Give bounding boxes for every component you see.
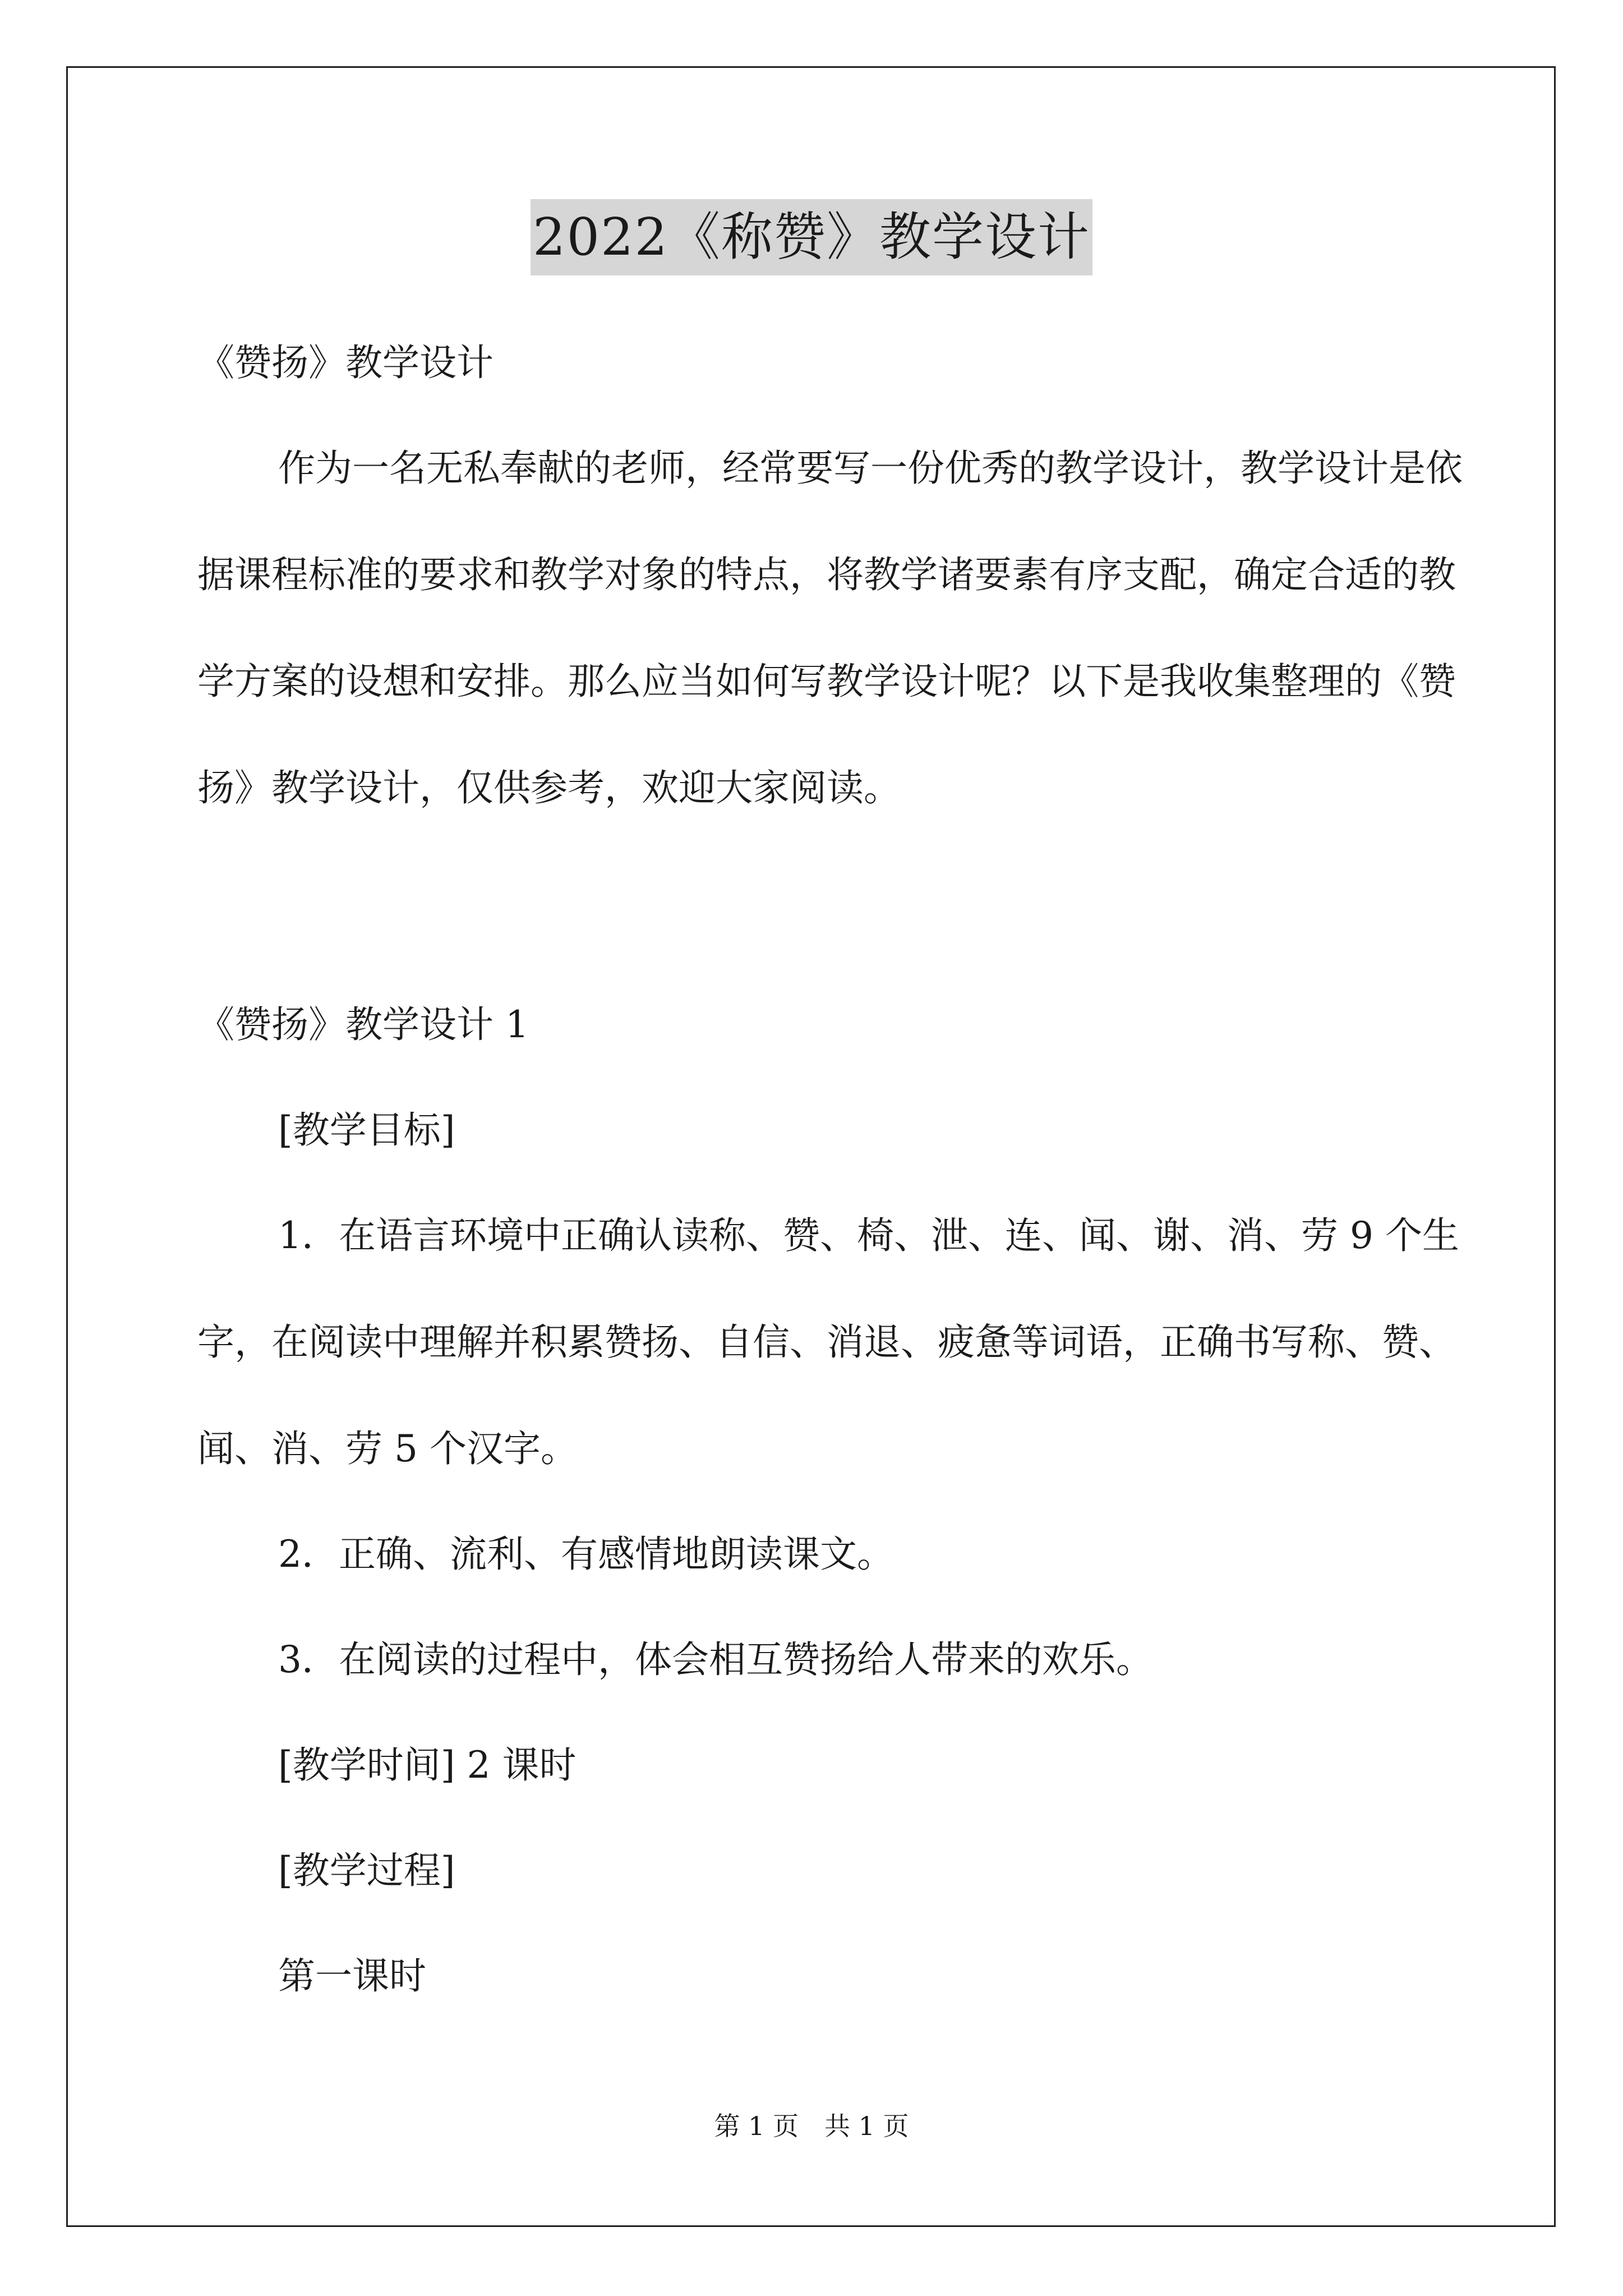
document-title: 2022《称赞》教学设计 <box>531 199 1092 275</box>
paragraph-goal-1: 1．在语言环境中正确认读称、赞、椅、泄、连、闻、谢、消、劳 9 个生字，在阅读中理解并积累赞扬、自信、消退、疲惫等词语，正确书写称、赞、闻、消、劳 5 个汉字。 <box>197 1214 1459 1470</box>
paragraph-section-heading: 《赞扬》教学设计 1 <box>197 1003 529 1046</box>
paragraph-intro: 作为一名无私奉献的老师，经常要写一份优秀的教学设计，教学设计是依据课程标准的要求和教学对象的特点，将教学诸要素有序支配，确定合适的教学方案的设想和安排。那么应当如何写教学设计呢？以下是我收集整理的《赞扬》教学设计，仅供参考，欢迎大家阅读。 <box>197 447 1463 809</box>
paragraph-first-lesson: 第一课时 <box>278 1954 426 1998</box>
paragraph-process-heading: [教学过程] <box>278 1849 455 1892</box>
document-body <box>197 337 1465 2055</box>
paragraph-subtitle: 《赞扬》教学设计 <box>197 341 494 384</box>
paragraph-goal-3: 3．在阅读的过程中，体会相互赞扬给人带来的欢乐。 <box>278 1638 1153 1681</box>
paragraph-time: [教学时间] 2 课时 <box>278 1743 577 1787</box>
paragraph-goals-heading: [教学目标] <box>278 1108 455 1152</box>
title-container <box>0 199 1623 275</box>
paragraph-goal-2: 2．正确、流利、有感情地朗读课文。 <box>278 1533 894 1576</box>
page-footer: 第 1 页 共 1 页 <box>714 2111 909 2141</box>
